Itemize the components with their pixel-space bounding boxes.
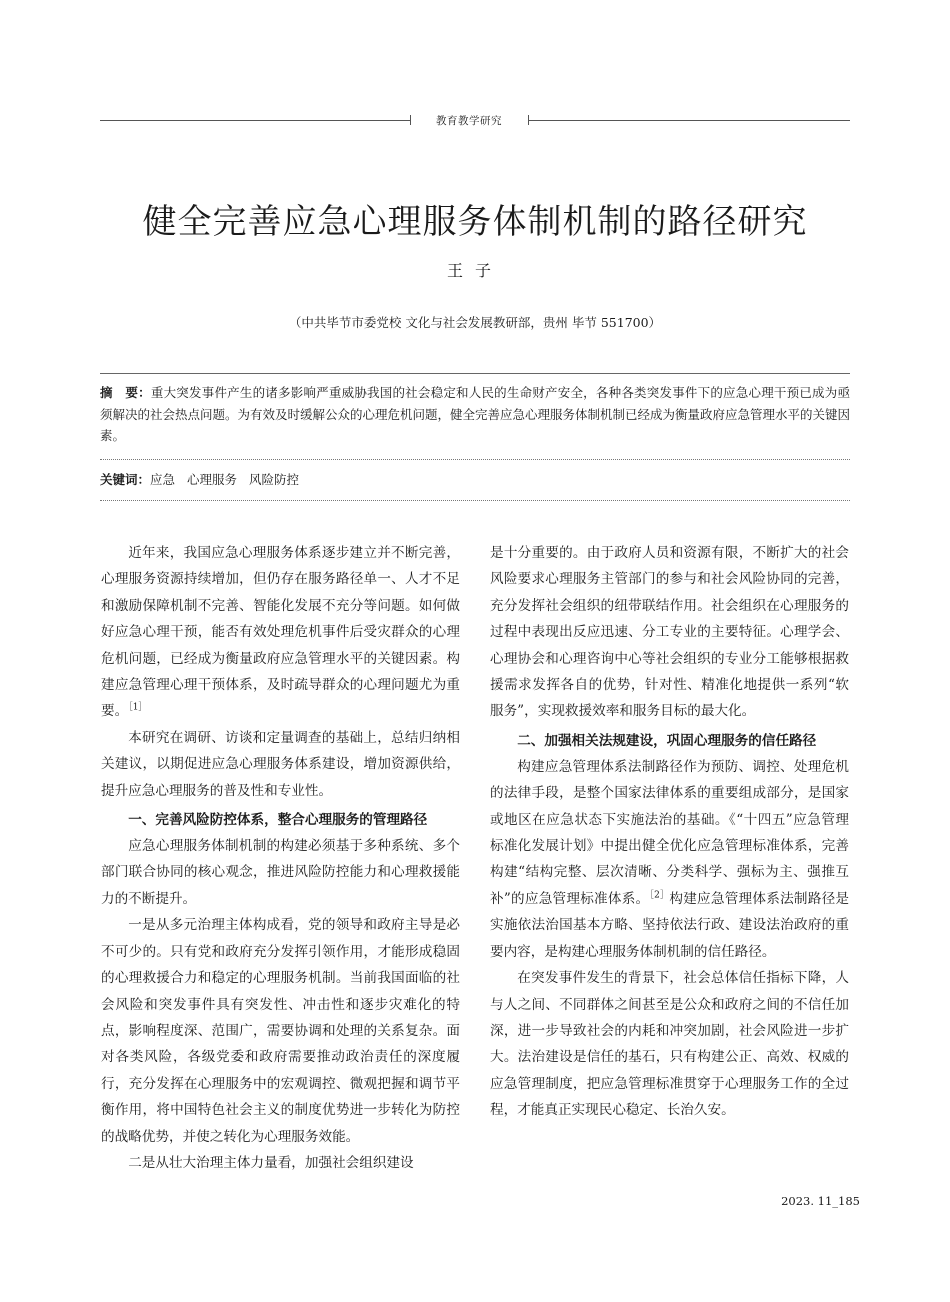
- intro-paragraph: [101, 540, 460, 725]
- header-section-label: 教育教学研究: [436, 115, 502, 127]
- intro-text: 近年来，我国应急心理服务体系逐步建立并不断完善，心理服务资源持续增加，但仍存在服务路径单一、人才不足和激励保障机制不完善、智能化发展不充分等问题。如何做好应急心理干预，能否有效处理危机事件后受灾群众的心理危机问题，已经成为衡量政府应急管理水平的关键因素。构建应急管理心理干预体系，及时疏导群众的心理问题尤为重要。: [101, 545, 460, 720]
- section1-paragraph-1: 应急心理服务体制机制的构建必须基于多种系统、多个部门联合协同的核心观念，推进风险防控能力和心理救援能力的不断提升。: [101, 838, 460, 907]
- keywords-bottom-rule: [100, 500, 850, 501]
- citation-1: ［1］: [128, 702, 148, 713]
- keyword-item: 心理服务: [187, 472, 238, 487]
- section-heading-1: 一、完善风险防控体系，整合心理服务的管理路径: [128, 812, 428, 829]
- section-heading-2: 二、加强相关法规建设，巩固心理服务的信任路径: [517, 732, 817, 749]
- abstract: [100, 382, 850, 447]
- abstract-text: 重大突发事件产生的诸多影响严重威胁我国的社会稳定和人民的生命财产安全，各种各类突发事件下的应急心理干预已成为亟须解决的社会热点问题。为有效及时缓解公众的心理危机问题，健全完善应急心理服务体制机制已经成为衡量政府应急管理水平的关键因素。: [100, 385, 851, 443]
- running-header: [100, 112, 850, 130]
- header-tick-left: [410, 115, 411, 125]
- header-rule-left: [100, 120, 410, 121]
- section2-text-a: 构建应急管理体系法制路径作为预防、调控、处理危机的法律手段，是整个国家法律体系的重要组成部分，是国家或地区在应急状态下实施法治的基础。《“十四五”应急管理标准化发展计划》中提出健全优化应急管理标准体系，完善构建“结构完整、层次清晰、分类科学、强标为主、强推互补”的应急管理标准体系。: [490, 758, 849, 907]
- body-column-left: [101, 540, 460, 1176]
- body-column-right: [490, 540, 849, 1124]
- keyword-item: 应急: [150, 472, 176, 487]
- keywords: [100, 469, 850, 491]
- research-paragraph: 本研究在调研、访谈和定量调查的基础上，总结归纳相关建议，以期促进应急心理服务体系建设，增加资源供给，提升应急心理服务的普及性和专业性。: [101, 729, 460, 799]
- article-title: 健全完善应急心理服务体制机制的路径研究: [142, 202, 808, 242]
- abstract-label: 摘 要：: [100, 385, 151, 400]
- page-folio: 2023. 11_185: [781, 1194, 860, 1208]
- abstract-bottom-rule: [100, 459, 850, 460]
- section2-paragraph-2: 在突发事件发生的背景下，社会总体信任指标下降，人与人之间、不同群体之间甚至是公众和政府之间的不信任加深，进一步导致社会的内耗和冲突加剧，社会风险进一步扩大。法治建设是信任的基石，只有构建公正、高效、权威的应急管理制度，把应急管理标准贯穿于心理服务工作的全过程，才能真正实现民心稳定、长治久安。: [490, 970, 849, 1119]
- section2-text-b: 构建应急管理体系法制路径是实施依法治国基本方略、坚持依法行政、建设法治政府的重要内容，是构建心理服务体制机制的信任路径。: [490, 890, 850, 960]
- section1-paragraph-3: 二是从壮大治理主体力量看，加强社会组织建设: [128, 1154, 414, 1171]
- section2-paragraph-1: [490, 754, 849, 965]
- header-rule-right: [528, 120, 850, 121]
- keywords-label: 关键词：: [100, 472, 151, 487]
- abstract-top-rule: [100, 373, 850, 374]
- citation-2: ［2］: [649, 890, 670, 901]
- keyword-item: 风险防控: [249, 472, 300, 487]
- section1-paragraph-2: 一是从多元治理主体构成看，党的领导和政府主导是必不可少的。只有党和政府充分发挥引领作用，才能形成稳固的心理救援合力和稳定的心理服务机制。当前我国面临的社会风险和突发事件具有突发性、冲击性和逐步灾难化的特点，影响程度深、范围广，需要协调和处理的关系复杂。面对各类风险，各级党委和政府需要推动政治责任的深度履行，充分发挥在心理服务中的宏观调控、微观把握和调节平衡作用，将中国特色社会主义的制度优势进一步转化为防控的战略优势，并使之转化为心理服务效能。: [101, 917, 460, 1145]
- author-name: 王子: [446, 261, 503, 280]
- author-affiliation: （中共毕节市委党校 文化与社会发展教研部，贵州 毕节 551700）: [288, 315, 662, 330]
- section1-paragraph-3-continued: 是十分重要的。由于政府人员和资源有限，不断扩大的社会风险要求心理服务主管部门的参与和社会风险协同的完善，充分发挥社会组织的纽带联结作用。社会组织在心理服务的过程中表现出反应迅速、分工专业的主要特征。心理学会、心理协会和心理咨询中心等社会组织的专业分工能够根据救援需求发挥各自的优势，针对性、精准化地提供一系列“软服务”，实现救援效率和服务目标的最大化。: [490, 545, 849, 720]
